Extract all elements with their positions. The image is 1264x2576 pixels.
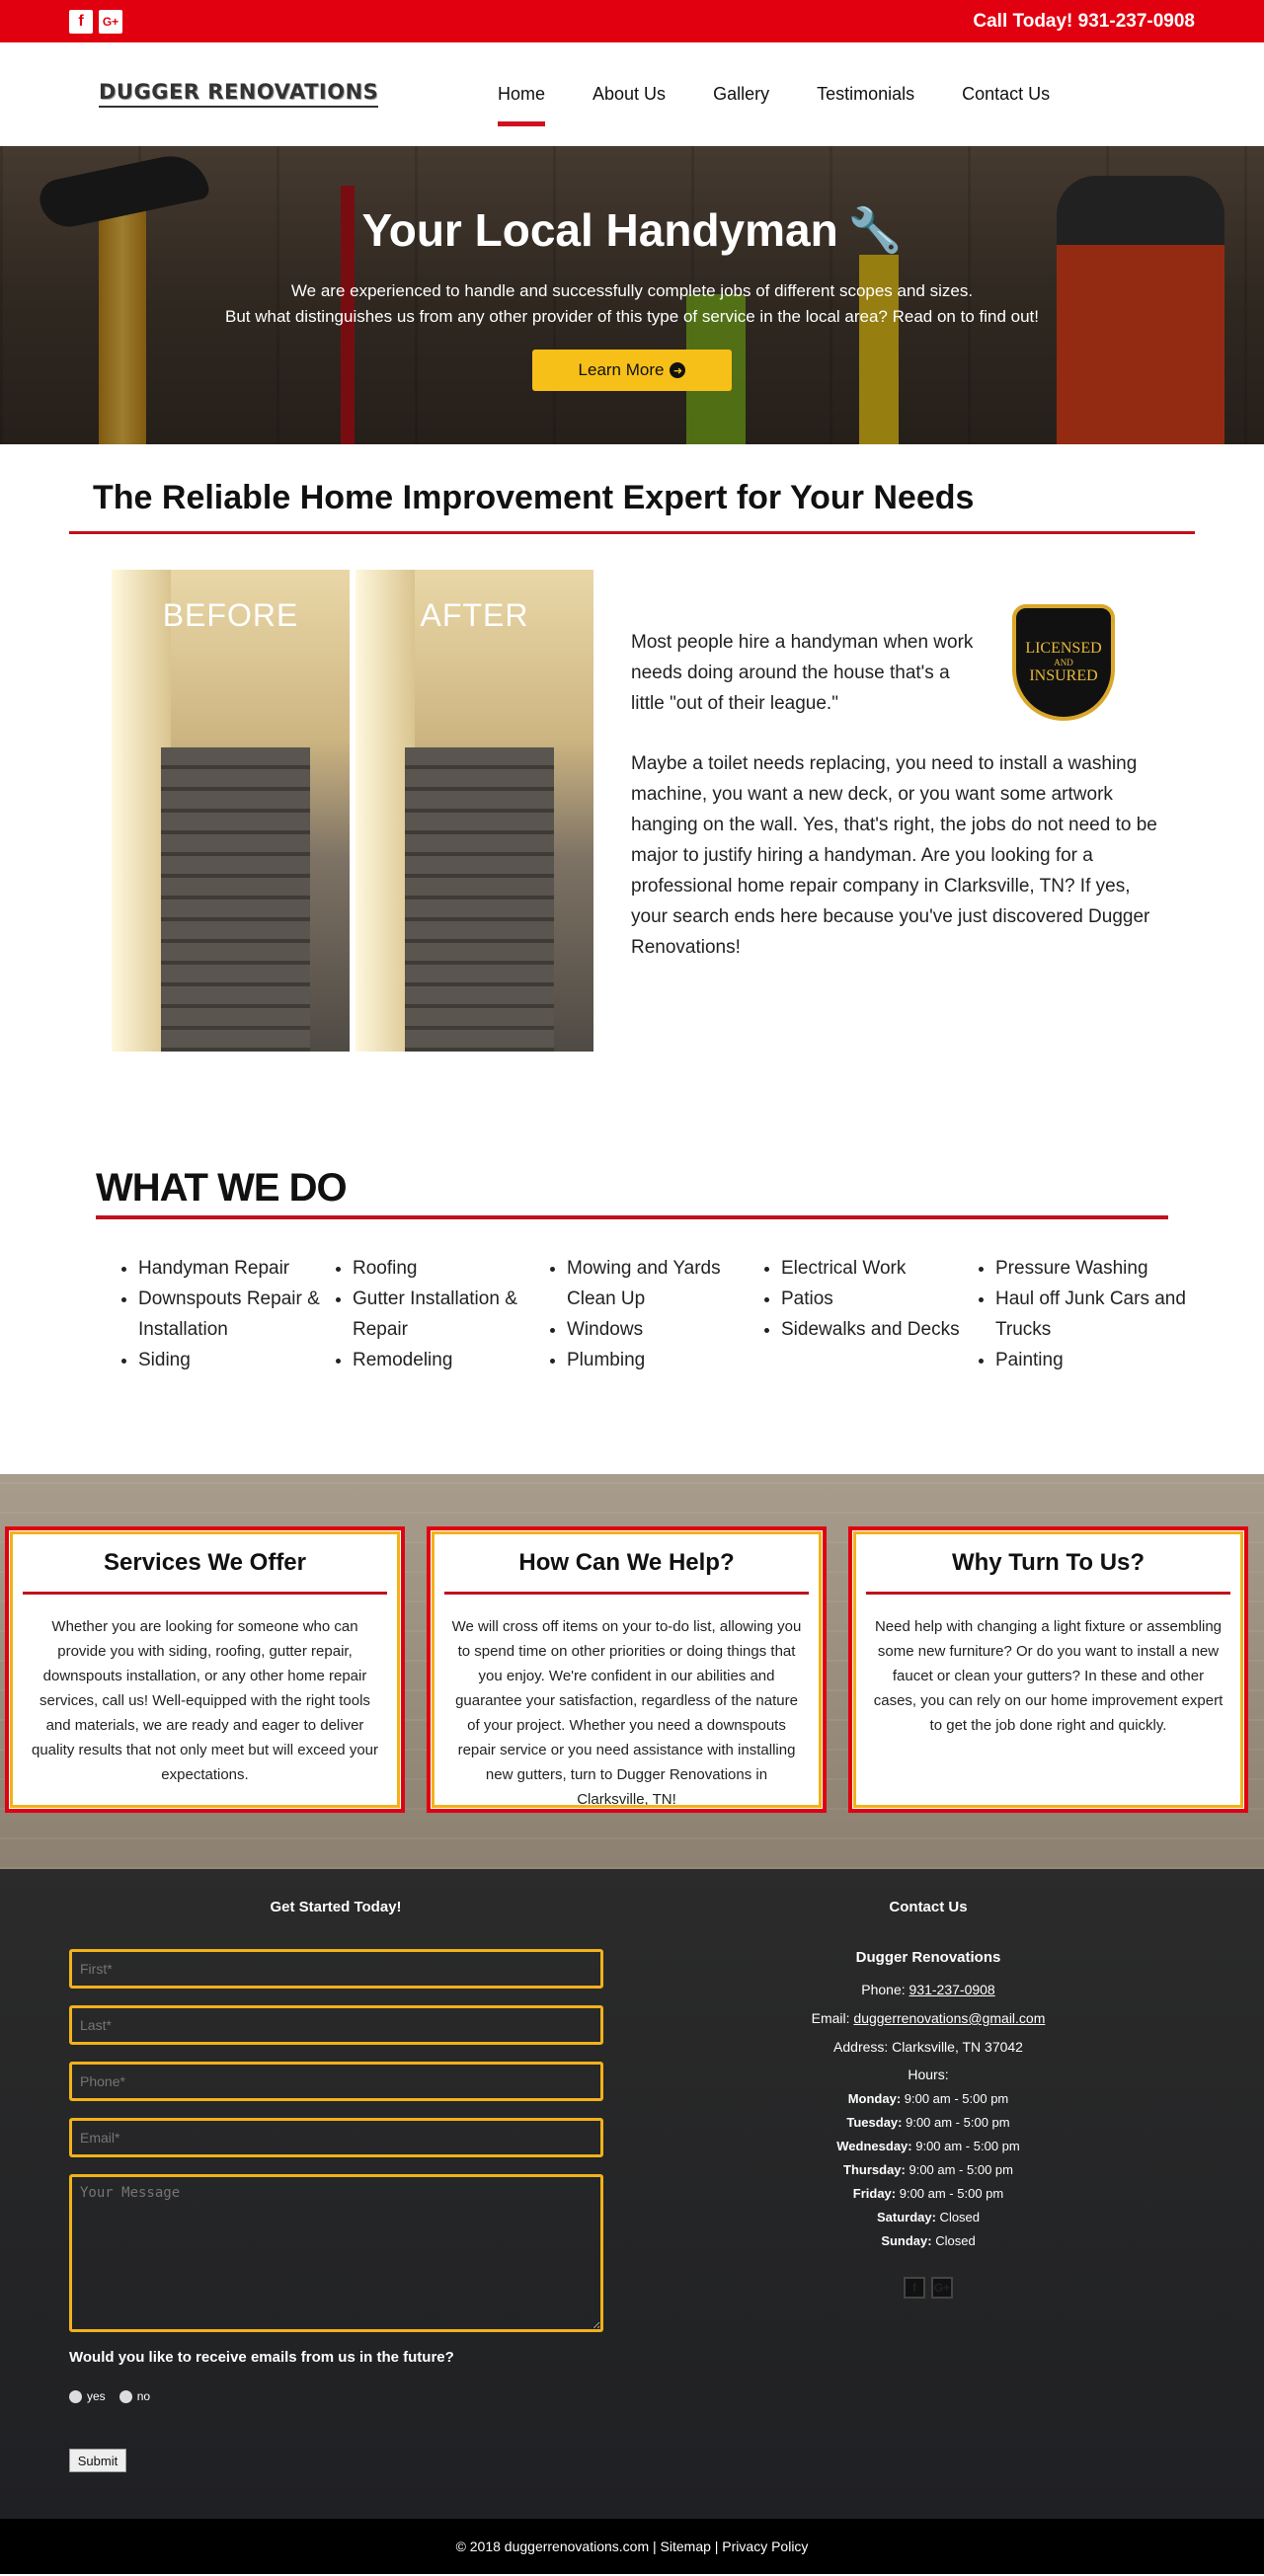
hero-line-1: We are experienced to handle and successfully complete jobs of different scopes and sizes. — [290, 281, 974, 300]
services-we-offer-box — [5, 1526, 405, 1813]
hero-line-2: But what distinguishes us from any other provider of this type of service in the local area? Read on to find out! — [224, 307, 1039, 326]
google-plus-icon[interactable]: G+ — [99, 10, 122, 34]
email-field[interactable] — [69, 2118, 603, 2157]
before-stairs — [161, 747, 310, 1052]
form-heading: Get Started Today! — [270, 1899, 402, 1915]
list-item: • Haul off Junk Cars and Trucks — [995, 1284, 1190, 1345]
services-column-3 — [547, 1253, 761, 1474]
hours-time: 9:00 am - 5:00 pm — [911, 2139, 1020, 2153]
learn-more-label: Learn More — [578, 360, 665, 379]
nav-contact-us[interactable]: Contact Us — [962, 84, 1051, 104]
google-plus-icon[interactable]: G+ — [931, 2277, 953, 2299]
box-title: Why Turn To Us? — [951, 1549, 1146, 1576]
what-we-do-title: WHAT WE DO — [96, 1166, 347, 1210]
list-item: • Patios — [781, 1284, 976, 1314]
services-list — [0, 1219, 1264, 1474]
hero-banner — [0, 146, 1264, 444]
before-label: BEFORE — [162, 597, 299, 633]
list-item: • Mowing and Yards Clean Up — [567, 1253, 761, 1314]
site-footer: © 2018 duggerrenovations.com | Sitemap | Privacy Policy — [0, 2519, 1264, 2574]
hero-content — [0, 146, 1264, 444]
call-today-link[interactable]: Call Today! 931-237-0908 — [973, 10, 1195, 32]
radio-label-no: no — [136, 2389, 151, 2403]
after-label: AFTER — [420, 597, 529, 633]
intro-section — [0, 534, 1264, 1087]
box-text: Need help with changing a light fixture or assembling some new furniture? Or do you want to install a new faucet or clean your gutters? In these and other cases, you can rely on our home improvement expert to get the job done right and quickly. — [873, 1618, 1224, 1734]
email-optin-question: Would you like to receive emails from us in the future? — [69, 2349, 454, 2366]
list-item: • Handyman Repair — [138, 1253, 333, 1284]
box-title: Services We Offer — [104, 1549, 306, 1576]
hours-row — [592, 2111, 1264, 2135]
contact-phone — [592, 1976, 1264, 2004]
list-item: • Sidewalks and Decks — [781, 1314, 976, 1345]
services-column-4 — [761, 1253, 976, 1474]
last-name-field[interactable] — [69, 2005, 603, 2045]
optin-no-radio[interactable] — [119, 2389, 150, 2403]
contact-section — [0, 1869, 1264, 2519]
hours-day: Tuesday: — [846, 2115, 903, 2130]
hours-day: Thursday: — [843, 2162, 906, 2177]
services-column-1 — [118, 1253, 333, 1474]
contact-social-links — [592, 2277, 1264, 2299]
nav-home[interactable]: Home — [474, 42, 569, 146]
hours-day: Sunday: — [881, 2233, 932, 2248]
box-text: We will cross off items on your to-do list, allowing you to spend time on other priorities or doing things that you enjoy. We're confident in our abilities and guarantee your satisfaction, regardless of the nature of your project. Whether you need a downspouts repair service or you need assistance with installing new gutters, turn to Dugger Renovations in Clarksville, TN! — [451, 1618, 802, 1808]
hero-subtitle — [225, 278, 1039, 330]
learn-more-button[interactable] — [532, 350, 732, 391]
hours-row — [592, 2229, 1264, 2253]
radio-label-yes: yes — [87, 2389, 106, 2403]
before-after-images — [112, 570, 593, 1087]
list-item: • Windows — [567, 1314, 761, 1345]
radio-button[interactable] — [69, 2390, 82, 2403]
social-links — [69, 10, 122, 34]
top-bar — [0, 0, 1264, 42]
badge-text-bottom: INSURED — [1029, 667, 1098, 684]
info-boxes-section — [0, 1474, 1264, 1869]
hours-day: Friday: — [852, 2186, 897, 2201]
hours-row — [592, 2135, 1264, 2158]
hours-row — [592, 2182, 1264, 2206]
message-field[interactable] — [69, 2174, 603, 2332]
wrench-icon: 🔧 — [847, 206, 903, 255]
list-item: • Pressure Washing — [995, 1253, 1190, 1284]
how-can-we-help-box — [427, 1526, 827, 1813]
info-boxes-row — [0, 1526, 1264, 1813]
radio-button[interactable] — [119, 2390, 132, 2403]
facebook-icon[interactable]: f — [69, 10, 93, 34]
contact-heading: Contact Us — [889, 1899, 968, 1915]
contact-info — [592, 1869, 1264, 2519]
phone-field[interactable] — [69, 2062, 603, 2101]
main-menu — [474, 42, 1073, 146]
hours-time: 9:00 am - 5:00 pm — [905, 2162, 1013, 2177]
box-divider — [444, 1592, 809, 1595]
main-navbar — [0, 42, 1264, 146]
list-item: • Plumbing — [567, 1345, 761, 1375]
box-divider — [23, 1592, 387, 1595]
box-divider — [866, 1592, 1230, 1595]
hours-row — [592, 2087, 1264, 2111]
after-image — [356, 570, 593, 1052]
facebook-icon[interactable]: f — [904, 2277, 925, 2299]
phone-link[interactable]: 931-237-0908 — [908, 1982, 995, 1997]
company-name: Dugger Renovations — [855, 1949, 1001, 1966]
hours-time: Closed — [931, 2233, 976, 2248]
hours-time: 9:00 am - 5:00 pm — [902, 2115, 1010, 2130]
phone-label: Phone: — [861, 1982, 909, 1997]
contact-address: Address: Clarksville, TN 37042 — [833, 2039, 1023, 2055]
email-link[interactable]: duggerrenovations@gmail.com — [853, 2010, 1046, 2026]
badge-shield-icon — [1012, 604, 1115, 721]
nav-gallery[interactable]: Gallery — [713, 84, 770, 104]
contact-form — [0, 1869, 592, 2519]
hours-day: Wednesday: — [836, 2139, 912, 2153]
list-item: • Remodeling — [353, 1345, 547, 1375]
site-logo[interactable]: DUGGER RENOVATIONS — [99, 80, 378, 108]
hero-title-text: Your Local Handyman — [361, 204, 838, 256]
hours-day: Saturday: — [876, 2210, 936, 2225]
why-turn-to-us-box — [848, 1526, 1248, 1813]
list-item: • Downspouts Repair & Installation — [138, 1284, 333, 1345]
nav-about-us[interactable]: About Us — [592, 84, 667, 104]
intro-paragraph-2: Maybe a toilet needs replacing, you need to install a washing machine, you want a new deck, or you want some artwork hanging on the wall. Yes, that's right, the jobs do not need to be major to justify hiring a handyman. Are you looking for a professional home repair company in Clarksville, TN? If yes, your search ends here because you've just discovered Dugger Renovations! — [631, 753, 1157, 958]
intro-text — [631, 570, 1164, 1087]
intro-title: The Reliable Home Improvement Expert for Your Needs — [93, 479, 975, 516]
optin-yes-radio[interactable] — [69, 2389, 106, 2403]
hours-heading: Hours: — [908, 2067, 949, 2082]
services-column-5 — [976, 1253, 1190, 1474]
box-title: How Can We Help? — [518, 1549, 735, 1576]
badge-text-mid: AND — [1054, 658, 1073, 667]
hours-day: Monday: — [847, 2091, 902, 2106]
hours-row — [592, 2206, 1264, 2229]
box-text: Whether you are looking for someone who can provide you with siding, roofing, gutter repair, downspouts installation, or any other home repair services, call us! Well-equipped with the right tools and materials, we are ready and eager to deliver quality results that not only meet but will exceed your expectations. — [31, 1618, 378, 1783]
arrow-circle-right-icon: ➜ — [670, 362, 685, 378]
badge-text-top: LICENSED — [1025, 640, 1102, 657]
before-image — [112, 570, 350, 1052]
intro-paragraph-1: Most people hire a handyman when work needs doing around the house that's a little "out of their league." — [631, 632, 974, 714]
hours-time: 9:00 am - 5:00 pm — [896, 2186, 1004, 2201]
list-item: • Roofing — [353, 1253, 547, 1284]
hero-title — [361, 203, 902, 257]
list-item: • Gutter Installation & Repair — [353, 1284, 547, 1345]
contact-email — [592, 2004, 1264, 2033]
hours-time: Closed — [935, 2210, 981, 2225]
list-item: • Siding — [138, 1345, 333, 1375]
hours-row — [592, 2158, 1264, 2182]
submit-button[interactable]: Submit — [69, 2449, 126, 2472]
licensed-insured-badge — [1002, 599, 1125, 726]
services-column-2 — [333, 1253, 547, 1474]
list-item: • Electrical Work — [781, 1253, 976, 1284]
first-name-field[interactable] — [69, 1949, 603, 1989]
email-label: Email: — [811, 2010, 854, 2026]
hours-time: 9:00 am - 5:00 pm — [901, 2091, 1009, 2106]
after-stairs — [405, 747, 554, 1052]
email-optin-radios — [69, 2389, 592, 2403]
nav-testimonials[interactable]: Testimonials — [817, 84, 915, 104]
list-item: • Painting — [995, 1345, 1190, 1375]
